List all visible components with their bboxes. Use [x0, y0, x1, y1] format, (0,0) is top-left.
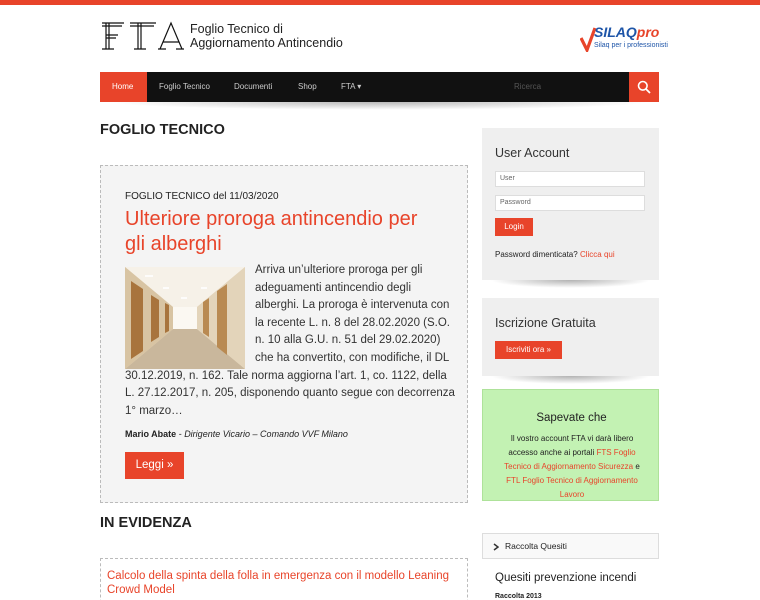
- author-role: Dirigente Vicario – Comando VVF Milano: [184, 429, 348, 439]
- top-accent-bar: [0, 0, 760, 5]
- highlight-list: [100, 558, 468, 600]
- raccolta-quesiti-label: Raccolta Quesiti: [505, 541, 567, 551]
- article-body: [125, 262, 455, 420]
- section-title-in-evidenza: IN EVIDENZA: [100, 515, 192, 531]
- image-spacer: [125, 262, 255, 362]
- silaq-pro-logo[interactable]: [580, 22, 668, 56]
- forgot-password-text: Password dimenticata?: [495, 250, 578, 259]
- article-date: FOGLIO TECNICO del 11/03/2020: [125, 191, 279, 202]
- main-navbar: [100, 72, 659, 102]
- signup-box: [482, 298, 659, 376]
- article-body-text: Arriva un’ulteriore proroga per gli adeguamenti antincendio degli alberghi. La proroga è intervenuta con la recente L. n. 8 del 28.02.2020 (S.O. n. 10 alla G.U. n. 51 del 29.02.2020) che ha convertito, con modifiche, il DL 30.12.2019, n. 162. Tale norma aggiorna l’art. 1, co. 1122, della L. 27.12.2017, n. 205, disponendo quanto segue con decorrenza 1° marzo…: [125, 264, 455, 417]
- highlight-link[interactable]: Calcolo della spinta della folla in emergenza con il modello Leaning Crowd Model: [107, 570, 450, 596]
- search-icon: [637, 80, 651, 94]
- fta-logo[interactable]: [100, 20, 184, 52]
- silaq-tagline: Silaq per i professionisti: [594, 42, 668, 49]
- fts-link[interactable]: FTS Foglio Tecnico di Aggiornamento Sicurezza: [504, 448, 636, 471]
- user-account-title: User Account: [495, 146, 570, 160]
- forgot-password-link[interactable]: Clicca qui: [579, 250, 615, 259]
- quesiti-title: Quesiti prevenzione incendi: [495, 572, 637, 584]
- info-text-2: e: [635, 462, 640, 471]
- signup-button[interactable]: Iscriviti ora »: [495, 341, 562, 359]
- nav-foglio-tecnico[interactable]: Foglio Tecnico: [159, 82, 210, 91]
- section-title-foglio-tecnico: FOGLIO TECNICO: [100, 122, 225, 138]
- nav-documenti[interactable]: Documenti: [234, 82, 273, 91]
- username-field[interactable]: User: [495, 171, 645, 187]
- ftl-link[interactable]: FTL Foglio Tecnico di Aggiornamento Lavoro: [506, 476, 638, 499]
- logo-title-line2: Aggiornamento Antincendio: [190, 36, 343, 50]
- login-button[interactable]: Login: [495, 218, 533, 236]
- logo-title: [190, 22, 343, 50]
- user-account-shadow: [490, 280, 651, 288]
- info-title: Sapevate che: [536, 412, 607, 424]
- article-author: Mario Abate - Dirigente Vicario – Comando VVF Milano: [125, 429, 348, 439]
- article-title[interactable]: Ulteriore proroga antincendio per gli alberghi: [125, 208, 418, 255]
- signup-shadow: [490, 376, 651, 384]
- raccolta-2013-link[interactable]: Raccolta 2013: [495, 593, 542, 600]
- password-field[interactable]: Password: [495, 195, 645, 211]
- author-name: Mario Abate: [125, 429, 177, 439]
- info-box: [482, 389, 659, 501]
- logo-title-line1: Foglio Tecnico di: [190, 22, 283, 36]
- forgot-password: [495, 250, 615, 259]
- user-account-box: [482, 128, 659, 280]
- chevron-right-icon: [493, 543, 499, 551]
- raccolta-quesiti-toggle[interactable]: [482, 533, 659, 559]
- search-input[interactable]: Ricerca: [514, 82, 542, 91]
- info-text-1: Il vostro account FTA vi darà libero accesso anche ai portali: [508, 434, 634, 457]
- nav-fta-dropdown[interactable]: FTA ▾: [341, 82, 362, 91]
- article-card: [100, 165, 468, 503]
- nav-home[interactable]: Home: [100, 72, 147, 102]
- search-button[interactable]: [629, 72, 659, 102]
- site-header: [100, 18, 668, 58]
- info-text: [501, 432, 643, 502]
- signup-title: Iscrizione Gratuita: [495, 316, 596, 330]
- navbar-shadow: [108, 102, 651, 110]
- silaq-brand: SILAQpro: [594, 24, 660, 40]
- nav-shop[interactable]: Shop: [298, 82, 317, 91]
- read-more-button[interactable]: Leggi »: [125, 452, 184, 479]
